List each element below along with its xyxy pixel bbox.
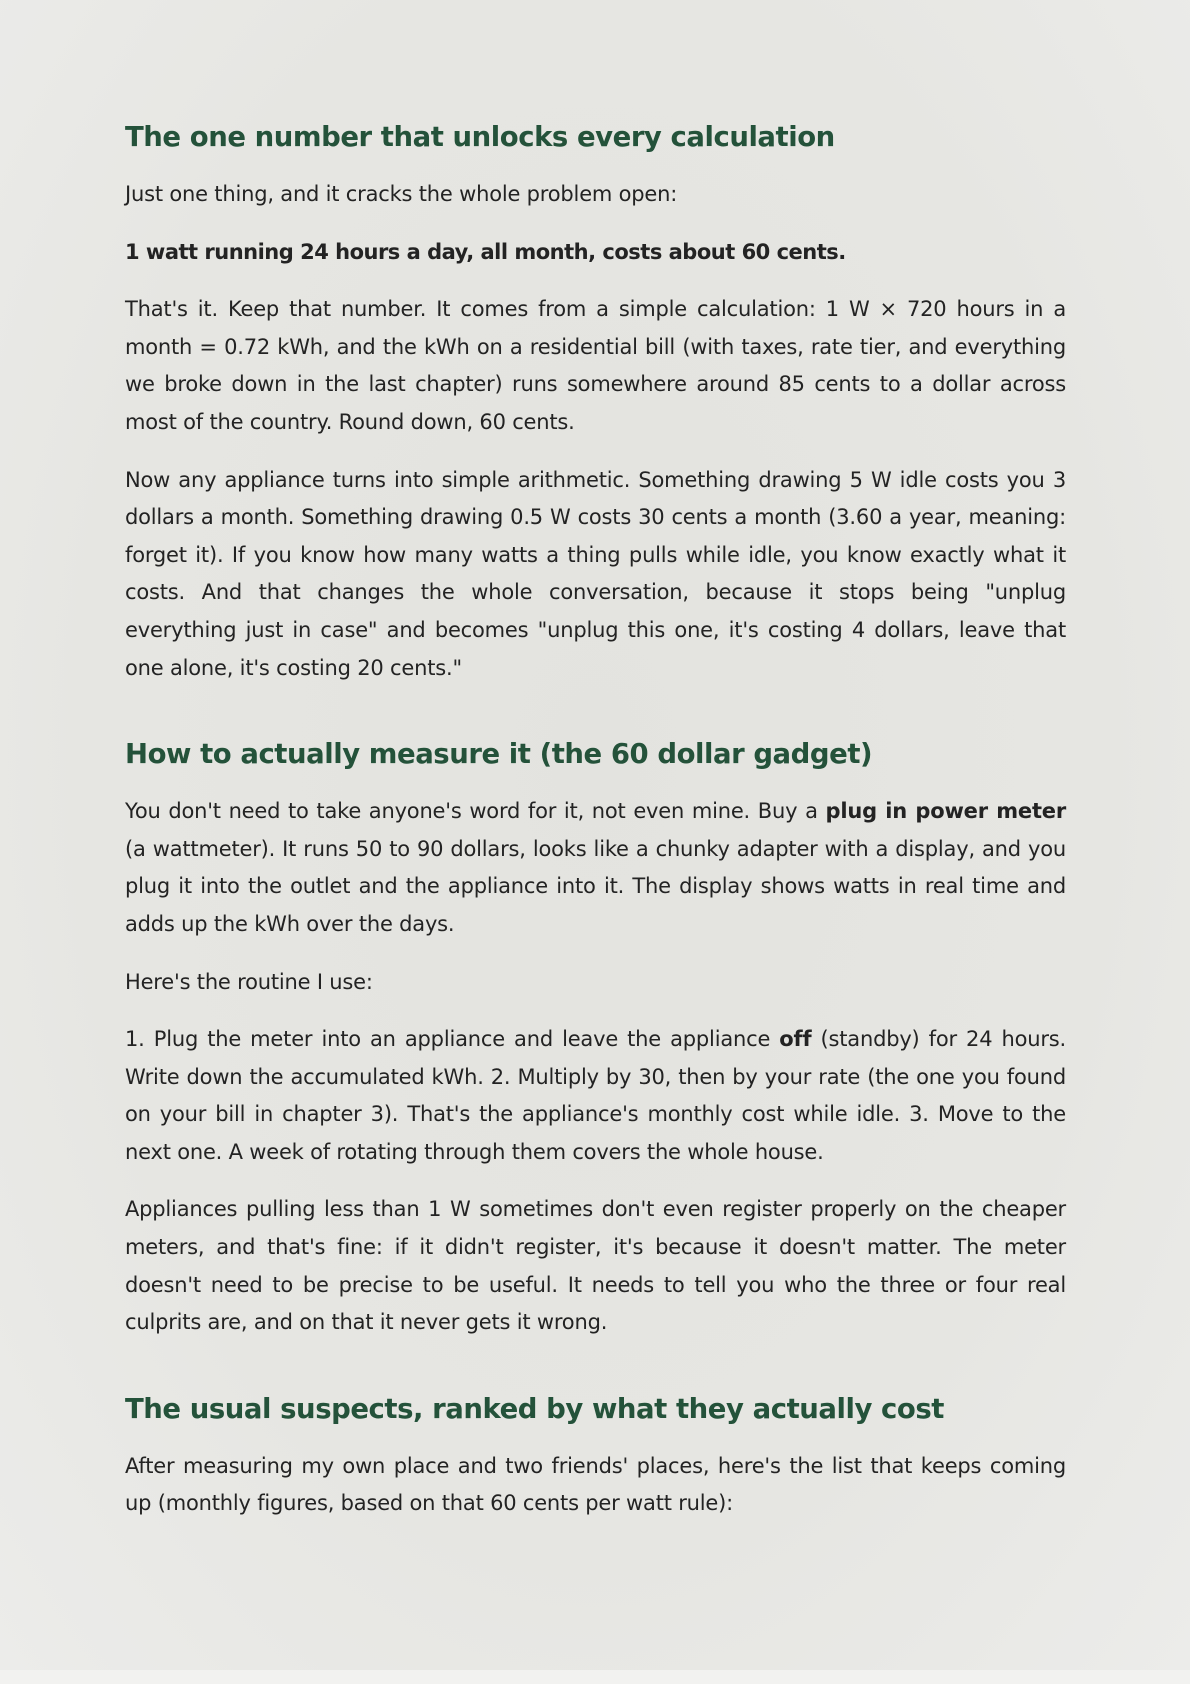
routine-steps-paragraph bbox=[125, 1021, 1066, 1171]
calculation-paragraph: That's it. Keep that number. It comes from a simple calculation: 1 W × 720 hours in a month = 0.72 kWh, and the kWh on a residential bill (with taxes, rate tier, and everything we broke down in the last chapter) runs somewhere around 85 cents to a dollar across most of the country. Round down, 60 cents. bbox=[125, 297, 1066, 434]
precision-paragraph: Appliances pulling less than 1 W sometimes don't even register properly on the cheaper meters, and that's fine: if it didn't register, it's because it doesn't matter. The meter doesn't need to be precise to be useful. It needs to tell you who the three or four real culprits are, and on that it never gets it wrong. bbox=[125, 1197, 1066, 1335]
power-meter-text-after: (a wattmeter). It runs 50 to 90 dollars, looks like a chunky adapter with a display, and you plug it into the outlet and the appliance into it. The display shows watts in real time and adds up the kWh over the days. bbox=[125, 836, 1066, 936]
key-rule-paragraph: 1 watt running 24 hours a day, all month, costs about 60 cents. bbox=[125, 239, 846, 264]
section-heading-usual-suspects: The usual suspects, ranked by what they actually cost bbox=[125, 1392, 944, 1425]
routine-steps-text-before: 1. Plug the meter into an appliance and leave the appliance bbox=[125, 1027, 780, 1052]
routine-steps-bold-off: off bbox=[779, 1027, 812, 1052]
page-bottom-edge bbox=[0, 1670, 1190, 1684]
power-meter-text-before: You don't need to take anyone's word for it, not even mine. Buy a bbox=[125, 799, 826, 824]
arithmetic-paragraph: Now any appliance turns into simple arithmetic. Something drawing 5 W idle costs you 3 dollars a month. Something drawing 0.5 W costs 30 cents a month (3.60 a year, meaning: forget it). If you know how many watts a thing pulls while idle, you know exactly what it costs. And that changes the whole conversation, because it stops being "unplug everything just in case" and becomes "unplug this one, it's costing 4 dollars, leave that one alone, it's costing 20 cents." bbox=[125, 467, 1066, 680]
routine-intro-paragraph: Here's the routine I use: bbox=[125, 969, 373, 994]
power-meter-bold: plug in power meter bbox=[825, 799, 1066, 824]
section-heading-measure: How to actually measure it (the 60 dollar gadget) bbox=[125, 738, 873, 771]
power-meter-paragraph bbox=[125, 793, 1066, 943]
section-heading-one-number: The one number that unlocks every calculation bbox=[125, 121, 835, 153]
intro-paragraph: Just one thing, and it cracks the whole problem open: bbox=[125, 182, 678, 206]
routine-steps-text-after: (standby) for 24 hours. Write down the accumulated kWh. 2. Multiply by 30, then by your rate (the one you found on your bill in chapter 3). That's the appliance's monthly cost while idle. 3. Move to the next one. A week of rotating through them covers the whole house. bbox=[125, 1027, 1067, 1164]
suspects-intro-paragraph: After measuring my own place and two friends' places, here's the list that keeps coming up (monthly figures, based on that 60 cents per watt rule): bbox=[125, 1453, 1066, 1516]
